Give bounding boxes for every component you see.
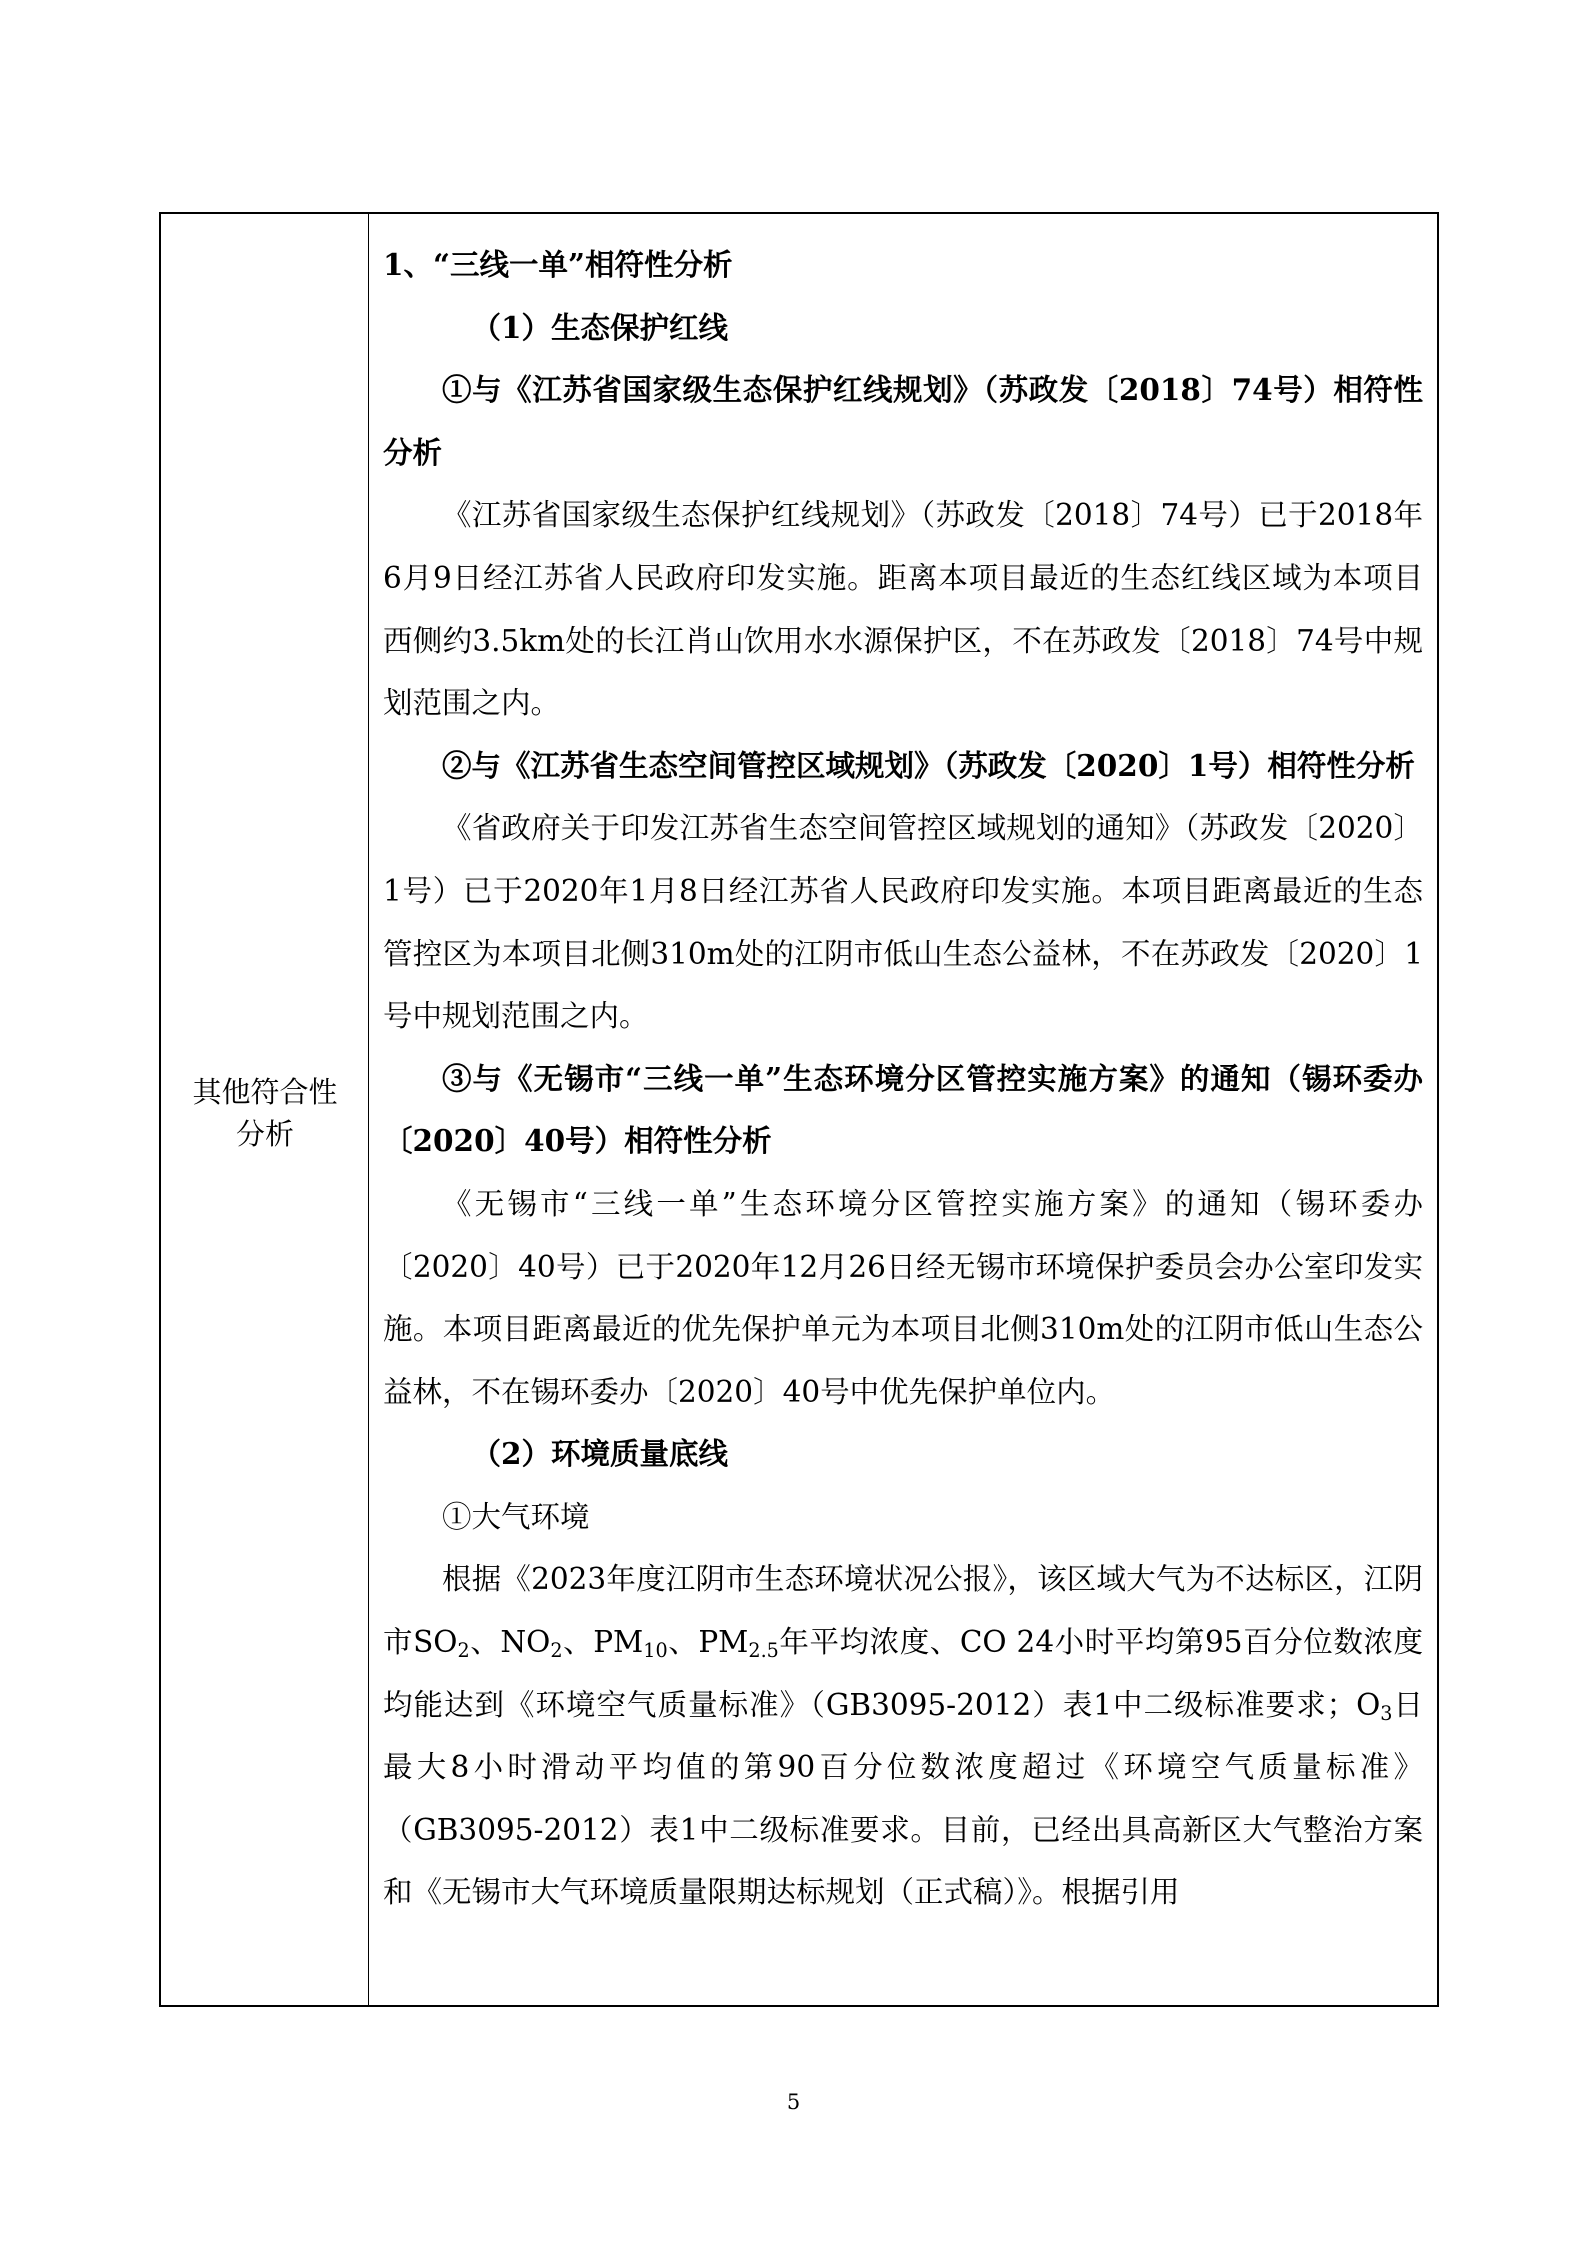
item-3-body: 《无锡市“三线一单”生态环境分区管控实施方案》的通知（锡环委办〔2020〕40号）已于2020年12月26日经无锡市环境保护委员会办公室印发实施。本项目距离最近的优先保护单元为本项目北侧310m处的江阴市低山生态公益林，不在锡环委办〔2020〕40号中优先保护单位内。 <box>383 1186 1423 1409</box>
air-text-2: 年平均浓度、CO 24小时平均第95百分位数浓度均能达到《环境空气质量标准》（GB3095-2012）表1中二级标准要求； <box>383 1625 1423 1722</box>
no2-formula: $NO_2$ <box>500 1625 563 1662</box>
pm10-formula: $PM_{10}$ <box>593 1625 668 1662</box>
subsection-ecological-redline: （1）生态保护红线 <box>471 309 729 345</box>
air-text-3: 日最大8小时滑动平均值的第90百分位数浓度超过《环境空气质量标准》（GB3095-2012）表1中二级标准要求。目前，已经出具高新区大气整治方案和《无锡市大气环境质量限期达标规划（正式稿）》。根据引用 <box>383 1687 1423 1910</box>
row-label-line-1: 其他符合性 <box>192 1075 338 1109</box>
item-2-title: ②与《江苏省生态空间管控区域规划》（苏政发〔2020〕1号）相符性分析 <box>442 747 1415 783</box>
o3-formula: $O_3$ <box>1356 1687 1393 1725</box>
subsection-environmental-quality: （2）环境质量底线 <box>471 1436 729 1472</box>
page-number: 5 <box>786 2090 801 2114</box>
item-1-title: ①与《江苏省国家级生态保护红线规划》（苏政发〔2018〕74号）相符性分析 <box>383 372 1423 470</box>
row-label-cell <box>161 214 369 2005</box>
item-1-body: 《江苏省国家级生态保护红线规划》（苏政发〔2018〕74号）已于2018年6月9日经江苏省人民政府印发实施。距离本项目最近的生态红线区域为本项目西侧约3.5km处的长江肖山饮用水水源保护区，不在苏政发〔2018〕74号中规划范围之内。 <box>383 498 1423 721</box>
so2-formula: $SO_2$ <box>413 1625 470 1662</box>
content-cell <box>383 234 1423 1924</box>
section-heading: 1、“三线一单”相符性分析 <box>383 247 733 282</box>
row-label-line-2: 分析 <box>235 1117 294 1151</box>
item-2-body: 《省政府关于印发江苏省生态空间管控区域规划的通知》（苏政发〔2020〕1号）已于2020年1月8日经江苏省人民政府印发实施。本项目距离最近的生态管控区为本项目北侧310m处的江阴市低山生态公益林，不在苏政发〔2020〕1号中规划范围之内。 <box>383 811 1423 1034</box>
pm25-formula: $PM_{2.5}$ <box>698 1625 779 1662</box>
analysis-table <box>159 212 1439 2007</box>
air-text-1: 根据《2023年度江阴市生态环境状况公报》，该区域大气为不达标区，江阴市 <box>383 1562 1423 1660</box>
air-environment-title: ①大气环境 <box>442 1499 590 1534</box>
air-environment-body: 根据《2023年度江阴市生态环境状况公报》，该区域大气为不达标区，江阴市$SO_2$、$NO_2$、$PM_{10}$、$PM_{2.5}$年平均浓度、CO 24小时平均第95百分位数浓度均能达到《环境空气质量标准》（GB3095-2012）表1中二级标准要求；$O_3$日最大8小时滑动平均值的第90百分位数浓度超过《环境空气质量标准》（GB3095-2012）表1中二级标准要求。目前，已经出具高新区大气整治方案和《无锡市大气环境质量限期达标规划（正式稿）》。根据引用 <box>383 1562 1423 1910</box>
row-label <box>161 1071 369 1155</box>
item-3-title: ③与《无锡市“三线一单”生态环境分区管控实施方案》的通知（锡环委办〔2020〕40号）相符性分析 <box>383 1060 1423 1159</box>
